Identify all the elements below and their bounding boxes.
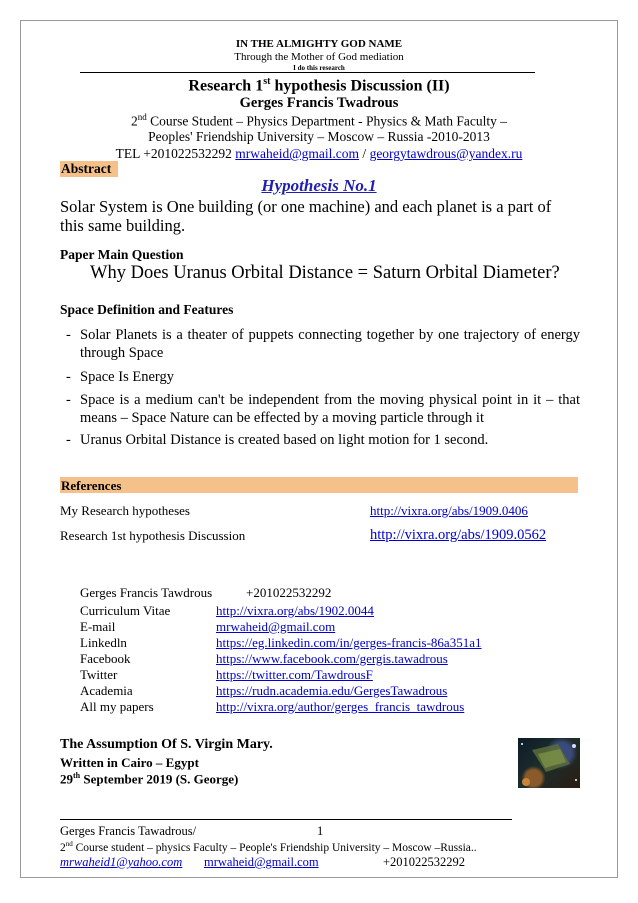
references-label: References — [61, 478, 122, 493]
abstract-text-line-2: this same building. — [60, 216, 186, 235]
space-item-3: - Space is a medium can't be independent from the moving physical point in it – that means – Space Nature can be effected by a moving particle through it — [66, 392, 580, 426]
space-item-4: - Uranus Orbital Distance is created based on light motion for 1 second. — [66, 432, 489, 448]
reference-link-2[interactable]: http://vixra.org/abs/1909.0562 — [370, 527, 547, 543]
space-item-2: - Space Is Energy — [66, 369, 174, 385]
header-line-3: I do this research — [293, 64, 345, 72]
reference-label-1: My Research hypotheses — [60, 503, 190, 518]
footer-email-a[interactable]: mrwaheid1@yahoo.com — [60, 855, 183, 869]
abstract-text-line-1: Solar System is One building (or one machine) and each planet is a part of — [60, 197, 552, 216]
footer-rule — [60, 819, 512, 820]
space-image-art — [518, 738, 580, 788]
contact-line — [0, 146, 638, 162]
contact-name: Gerges Francis Tawdrous — [80, 585, 213, 600]
footer-author: Gerges Francis Tawadrous/ — [60, 824, 197, 838]
footer-email-b[interactable]: mrwaheid@gmail.com — [204, 855, 319, 869]
reference-link-1[interactable]: http://vixra.org/abs/1909.0406 — [370, 503, 528, 518]
footer-phone: +201022532292 — [383, 855, 466, 869]
footer-line-3 — [60, 855, 182, 870]
footer-line-2: 2nd Course student – physics Faculty – People's Friendship University – Moscow –Russia.. — [60, 840, 477, 854]
affiliation-line-1: 2nd Course Student – Physics Department - Physics & Math Faculty – — [130, 112, 508, 129]
closing-line-2: Written in Cairo – Egypt — [60, 755, 199, 770]
email-link-2[interactable]: georgytawdrous@yandex.ru — [369, 146, 523, 161]
references-highlight — [60, 477, 578, 493]
space-item-1: - Solar Planets is a theater of puppets connecting together by one trajectory of energy through Space — [66, 327, 580, 361]
header-rule — [80, 72, 535, 73]
hypothesis-heading: Hypothesis No.1 — [261, 176, 377, 195]
email-link-1[interactable]: mrwaheid@gmail.com — [235, 146, 360, 161]
affiliation-line-2: Peoples' Friendship University – Moscow – Russia -2010-2013 — [148, 129, 490, 144]
space-image — [518, 738, 580, 788]
all-papers-link[interactable]: http://vixra.org/author/gerges_francis_tawdrous — [216, 699, 465, 714]
header-line-2: Through the Mother of God mediation — [234, 51, 404, 63]
facebook-link[interactable]: https://www.facebook.com/gergis.tawadrous — [216, 651, 448, 666]
linkedin-link[interactable]: https://eg.linkedin.com/in/gerges-francis-86a351a1 — [216, 635, 482, 650]
question-text: Why Does Uranus Orbital Distance = Saturn Orbital Diameter? — [90, 263, 560, 283]
academia-link[interactable]: https://rudn.academia.edu/GergesTawadrous — [216, 683, 448, 698]
question-label: Paper Main Question — [60, 247, 184, 262]
email-link[interactable]: mrwaheid@gmail.com — [216, 619, 336, 634]
email-separator: / — [362, 146, 367, 161]
footer-page-number: 1 — [317, 824, 324, 838]
paper-title: Research 1st hypothesis Discussion (II) — [188, 76, 450, 95]
author-name: Gerges Francis Twadrous — [239, 95, 399, 111]
closing-line-1: The Assumption Of S. Virgin Mary. — [60, 737, 273, 752]
header-line-1: IN THE ALMIGHTY GOD NAME — [235, 38, 403, 50]
twitter-link[interactable]: https://twitter.com/TawdrousF — [216, 667, 373, 682]
tel-text: TEL +201022532292 — [115, 146, 232, 161]
footer-email-b-wrap — [204, 855, 319, 870]
cv-link[interactable]: http://vixra.org/abs/1902.0044 — [216, 603, 374, 618]
abstract-label: Abstract — [61, 161, 112, 176]
closing-line-3: 29th September 2019 (S. George) — [60, 771, 239, 787]
contact-phone: +201022532292 — [246, 585, 332, 600]
space-label: Space Definition and Features — [60, 302, 234, 317]
reference-label-2: Research 1st hypothesis Discussion — [60, 528, 246, 543]
